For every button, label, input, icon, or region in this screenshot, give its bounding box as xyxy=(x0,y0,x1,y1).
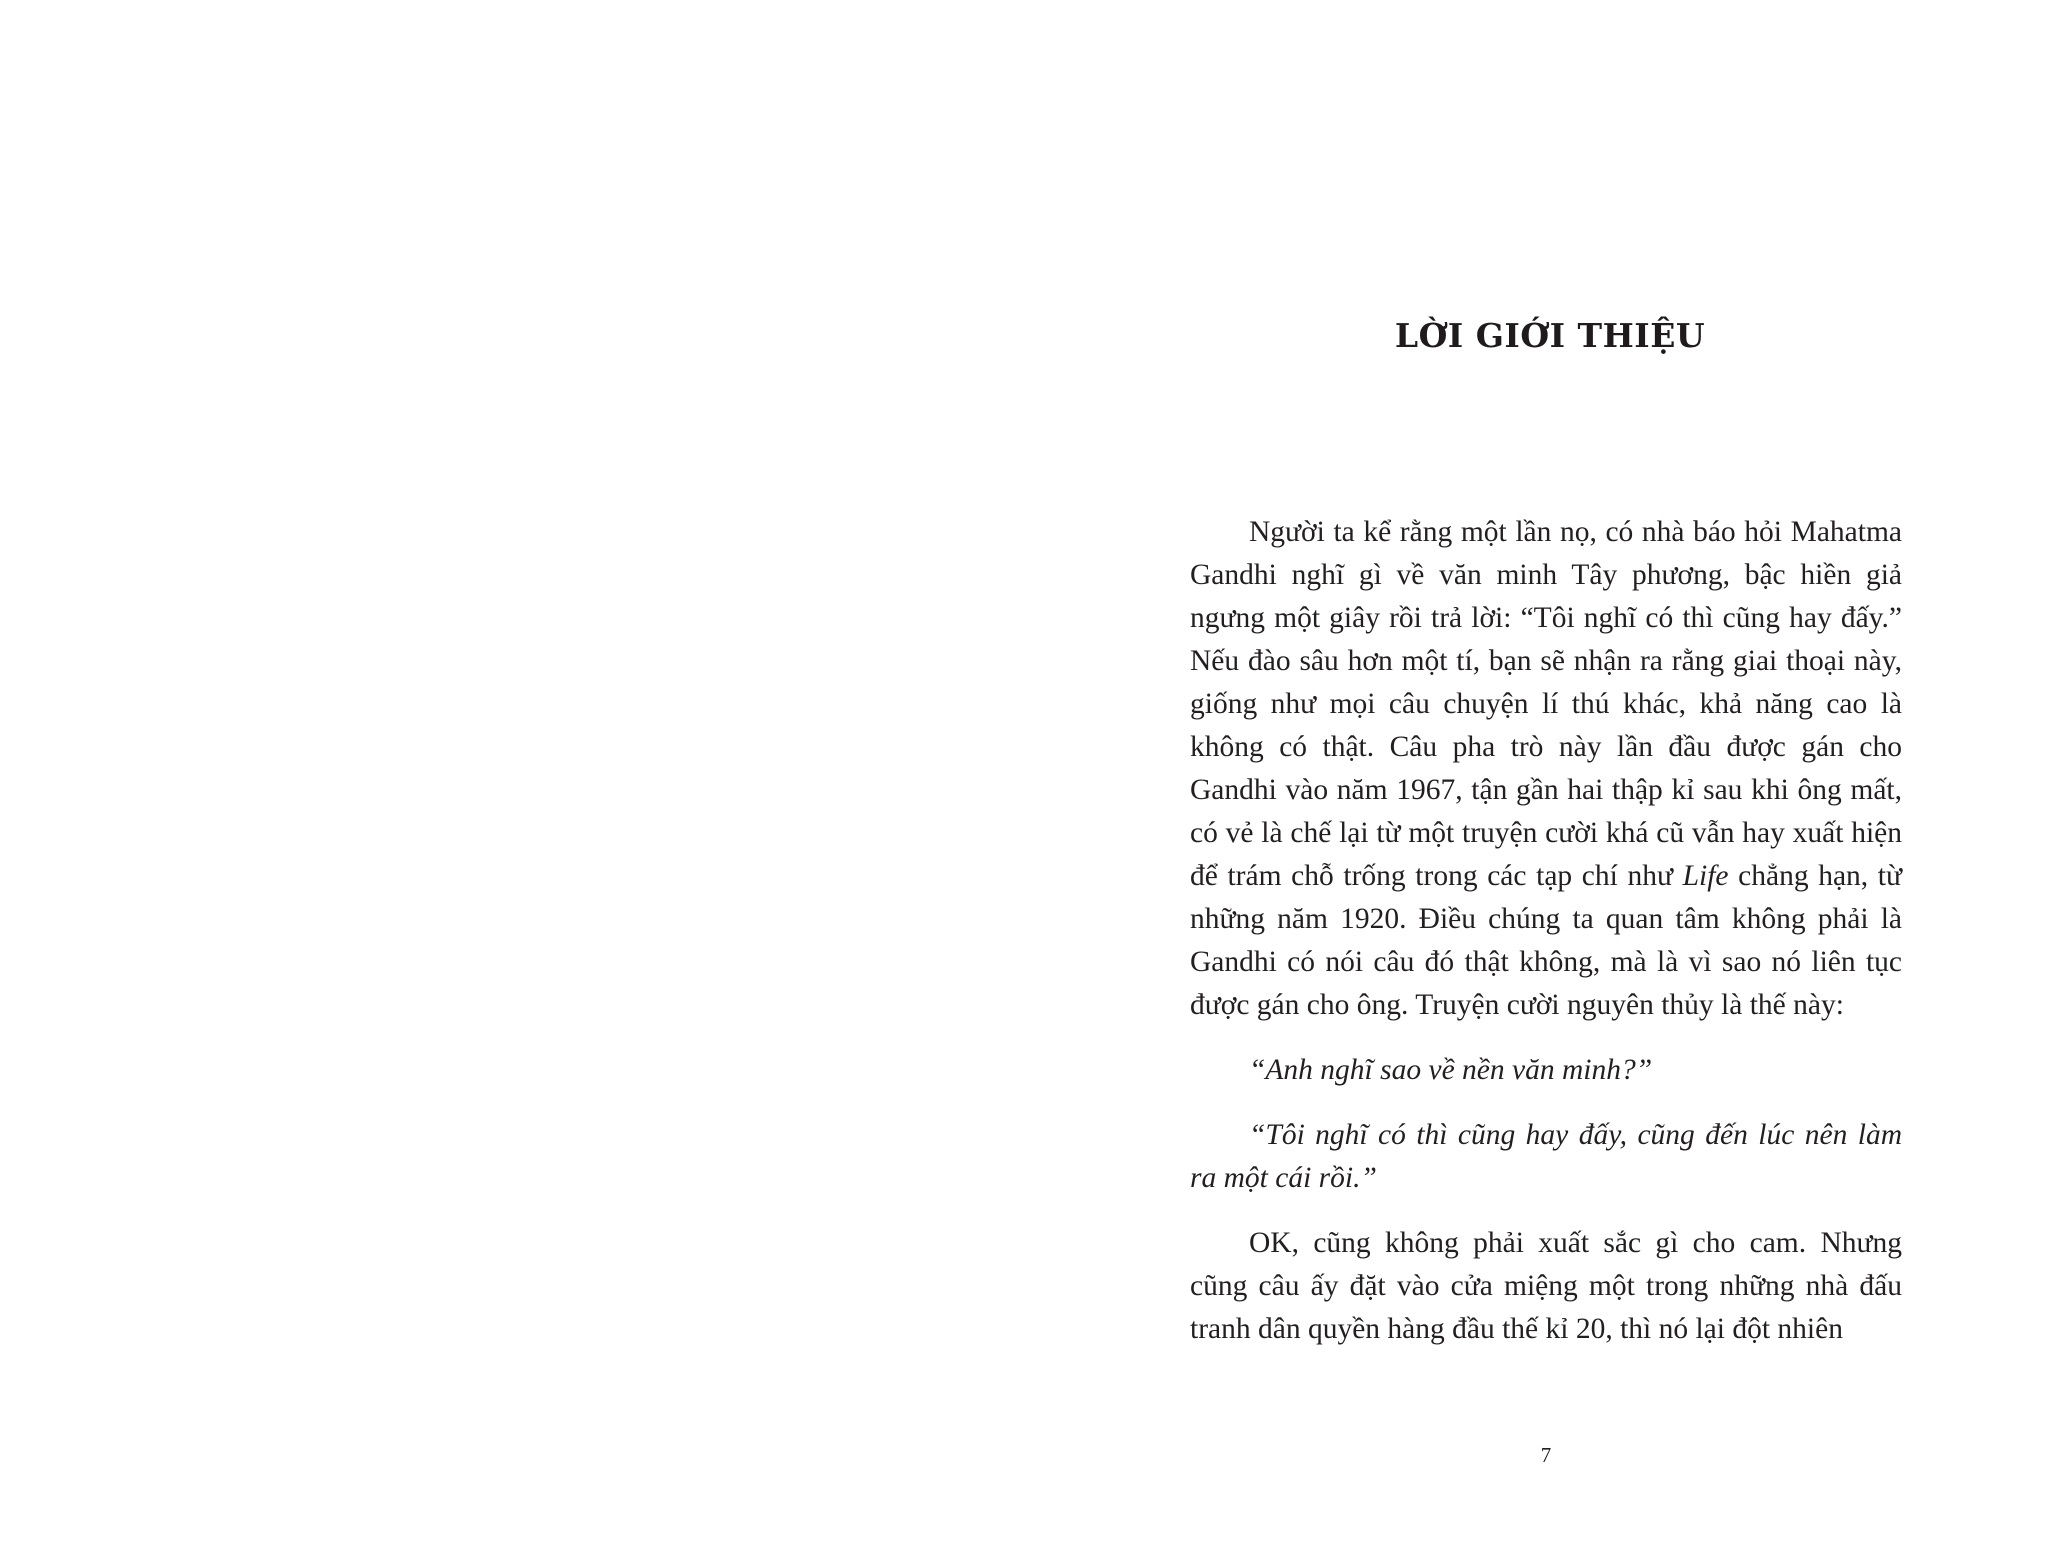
paragraph-intro xyxy=(1190,511,1902,1027)
paragraph-intro-part2: chẳng hạn, từ những năm 1920. Điều chúng ta quan tâm không phải là Gandhi có nói câu đó thật không, mà là vì sao nó liên tục được gán cho ông. Truyện cười nguyên thủy là thế này: xyxy=(1190,860,1902,1021)
quote-answer: “Tôi nghĩ có thì cũng hay đấy, cũng đến lúc nên làm ra một cái rồi.” xyxy=(1190,1119,1902,1194)
paragraph-intro-part1: Người ta kể rằng một lần nọ, có nhà báo hỏi Mahatma Gandhi nghĩ gì về văn minh Tây phương, bậc hiền giả ngưng một giây rồi trả lời: “Tôi nghĩ có thì cũng hay đấy.” Nếu đào sâu hơn một tí, bạn sẽ nhận ra rằng giai thoại này, giống như mọi câu chuyện lí thú khác, khả năng cao là không có thật. Câu pha trò này lần đầu được gán cho Gandhi vào năm 1967, tận gần hai thập kỉ sau khi ông mất, có vẻ là chế lại từ một truyện cười khá cũ vẫn hay xuất hiện để trám chỗ trống trong các tạp chí như xyxy=(1190,516,1902,892)
chapter-title: LỜI GIỚI THIỆU xyxy=(1394,316,1706,355)
page-number: 7 xyxy=(1540,1443,1552,1467)
paragraph-continuation: OK, cũng không phải xuất sắc gì cho cam. Nhưng cũng câu ấy đặt vào cửa miệng một trong những nhà đấu tranh dân quyền hàng đầu thế kỉ 20, thì nó lại đột nhiên xyxy=(1190,1227,1902,1345)
body-text xyxy=(1190,511,1902,1351)
quote-question: “Anh nghĩ sao về nền văn minh?” xyxy=(1249,1054,1653,1086)
magazine-name-life: Life xyxy=(1682,860,1729,892)
